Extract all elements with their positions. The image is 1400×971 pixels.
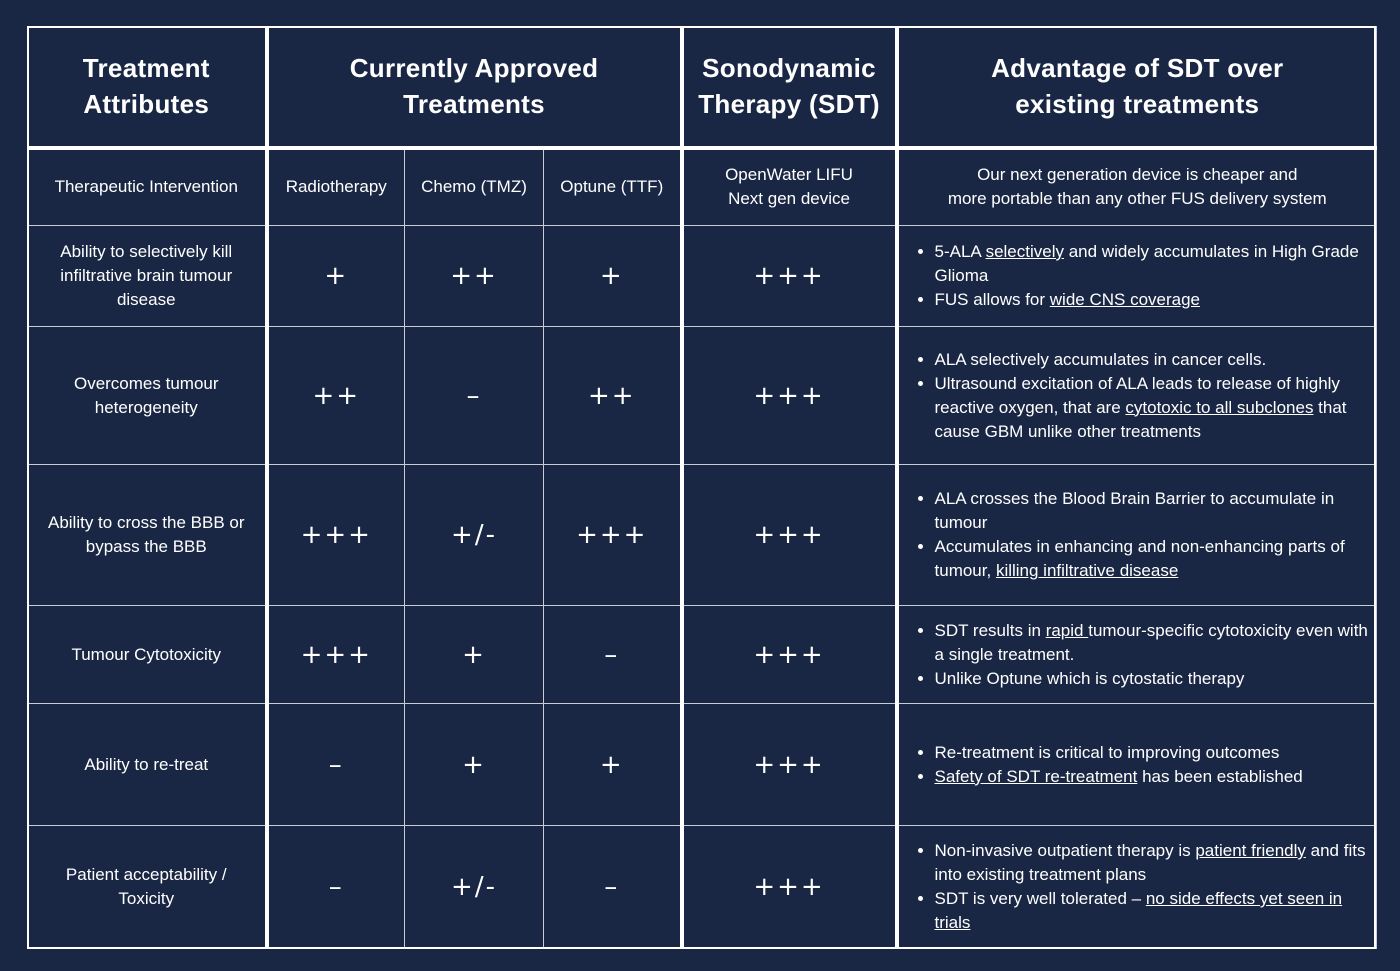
header-sdt: Sonodynamic Therapy (SDT) xyxy=(682,27,897,148)
underlined-text: patient friendly xyxy=(1195,841,1306,860)
optune-score: + xyxy=(544,226,682,327)
device-advantage-line2: more portable than any other FUS delivery system xyxy=(947,189,1327,209)
optune-score: + xyxy=(544,704,682,826)
device-advantage-line1: Our next generation device is cheaper and xyxy=(977,165,1298,185)
chemo-score: ++ xyxy=(405,226,544,327)
underlined-text: rapid xyxy=(1045,620,1089,640)
sdt-score: +++ xyxy=(682,606,897,704)
sdt-device-line1: OpenWater LIFU xyxy=(725,165,853,185)
sdt-score: +++ xyxy=(682,465,897,606)
bullet-text: has been established xyxy=(1137,766,1303,786)
bullet-text: ALA crosses the Blood Brain Barrier to accumulate in tumour xyxy=(934,489,1335,532)
header-currently-approved: Currently Approved Treatments xyxy=(267,27,682,148)
chemo-score: + xyxy=(405,704,544,826)
optune-score: – xyxy=(544,606,682,704)
sdt-score: +++ xyxy=(682,704,897,826)
radiotherapy-score: + xyxy=(267,226,405,327)
row-label: Overcomes tumour heterogeneity xyxy=(28,327,267,465)
bullet-text: Ultrasound excitation of ALA leads to release of highly reactive oxygen, that are xyxy=(934,373,1340,417)
underlined-text: Safety of SDT re-treatment xyxy=(934,766,1138,786)
header-treatment-attributes: Treatment Attributes xyxy=(28,27,267,148)
underlined-text: wide CNS coverage xyxy=(1049,290,1201,309)
row-label: Ability to selectively kill infiltrative brain tumour disease xyxy=(28,226,267,327)
bullet-text: Re-treatment is critical to improving outcomes xyxy=(934,742,1280,762)
bullet-text: and fits into existing treatment plans xyxy=(934,841,1366,884)
optune-score: +++ xyxy=(544,465,682,606)
bullet-text: Accumulates in enhancing and non-enhancing parts of tumour, xyxy=(934,537,1345,580)
bullet-text: SDT results in xyxy=(934,620,1046,640)
radiotherapy-score: ++ xyxy=(267,327,405,465)
underlined-text: no side effects yet seen in trials xyxy=(934,889,1343,932)
bullet-text: that cause GBM unlike other treatments xyxy=(934,397,1347,441)
bullet-text: tumour-specific cytotoxicity even with a single treatment. xyxy=(934,620,1368,664)
radiotherapy-score: – xyxy=(267,704,405,826)
bullet-text: FUS allows for xyxy=(934,290,1050,309)
sdt-score: +++ xyxy=(682,327,897,465)
header-advantage: Advantage of SDT over existing treatments xyxy=(897,27,1377,148)
bullet-text: Unlike Optune which is cytostatic therapy xyxy=(934,668,1245,688)
sdt-device-line2: Next gen device xyxy=(728,189,850,209)
chemo-score: + xyxy=(405,606,544,704)
optune-header: Optune (TTF) xyxy=(544,148,682,226)
chemo-score: +/- xyxy=(405,465,544,606)
sdt-score: +++ xyxy=(682,226,897,327)
sdt-score: +++ xyxy=(682,826,897,949)
row-label: Tumour Cytotoxicity xyxy=(28,606,267,704)
optune-score: ++ xyxy=(544,327,682,465)
radiotherapy-header: Radiotherapy xyxy=(267,148,405,226)
underlined-text: cytotoxic to all subclones xyxy=(1125,397,1314,417)
row-label: Therapeutic Intervention xyxy=(28,148,267,226)
bullet-text: 5-ALA xyxy=(934,242,986,261)
table-frame xyxy=(27,26,1376,949)
optune-score: – xyxy=(544,826,682,949)
underlined-text: selectively xyxy=(985,242,1064,261)
chemo-score: – xyxy=(405,327,544,465)
row-label: Patient acceptability / Toxicity xyxy=(28,826,267,949)
chemo-header: Chemo (TMZ) xyxy=(405,148,544,226)
radiotherapy-score: – xyxy=(267,826,405,949)
row-label: Ability to cross the BBB or bypass the BBB xyxy=(28,465,267,606)
bullet-text: and widely accumulates in High Grade Glioma xyxy=(934,242,1359,285)
bullet-text: SDT is very well tolerated – xyxy=(934,889,1146,908)
underlined-text: killing infiltrative disease xyxy=(995,561,1179,580)
chemo-score: +/- xyxy=(405,826,544,949)
row-label: Ability to re-treat xyxy=(28,704,267,826)
bullet-text: ALA selectively accumulates in cancer cells. xyxy=(934,349,1267,369)
radiotherapy-score: +++ xyxy=(267,606,405,704)
radiotherapy-score: +++ xyxy=(267,465,405,606)
bullet-text: Non-invasive outpatient therapy is xyxy=(934,841,1196,860)
